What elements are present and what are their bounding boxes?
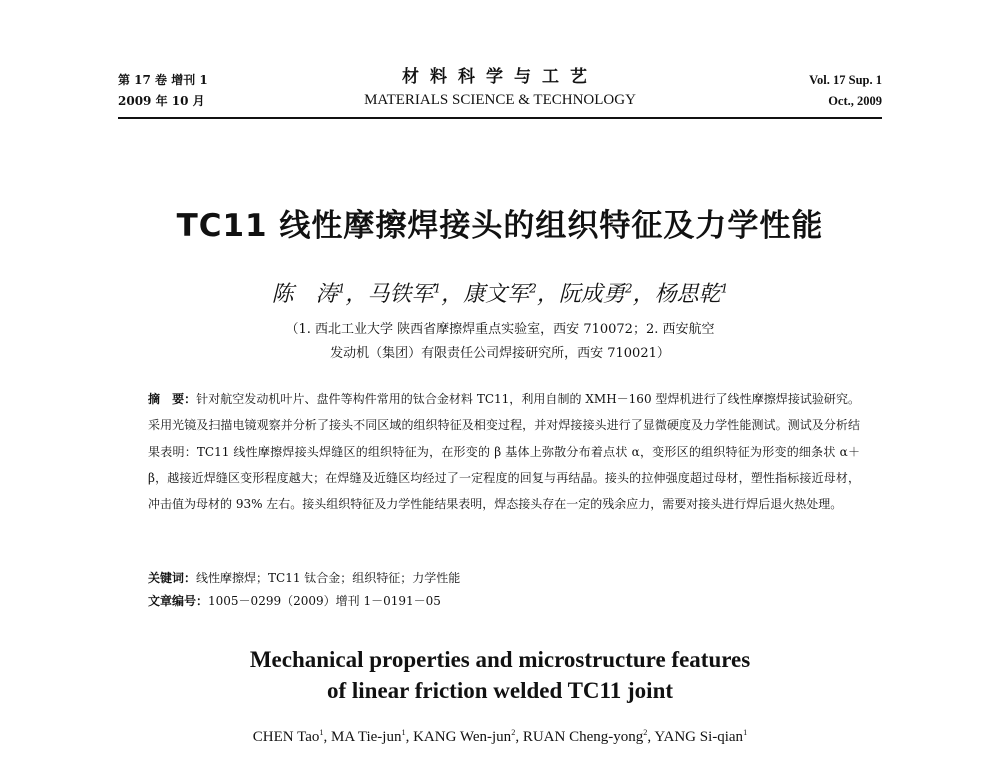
- author-name: KANG Wen-jun: [413, 729, 512, 745]
- author-separator: ,: [515, 729, 523, 745]
- author-affiliation-marker: 1: [319, 728, 324, 737]
- author-affiliation-marker: 2: [511, 728, 516, 737]
- author-name: 阮成勇: [558, 282, 625, 307]
- author-list-en: [100, 729, 900, 746]
- abstract-label: 摘 要：: [148, 392, 197, 406]
- header-journal: [250, 66, 750, 111]
- author-name: 马铁军: [367, 282, 434, 307]
- header-volume-cn: 第 17 卷 增刊 1: [118, 73, 208, 87]
- author-affiliation-marker: 2: [529, 281, 537, 296]
- header-date-en: Oct., 2009: [828, 94, 882, 108]
- author-name: 杨思乾: [654, 282, 721, 307]
- paper-title-cn: TC11 线性摩擦焊接头的组织特征及力学性能: [176, 208, 824, 244]
- author: [253, 729, 324, 745]
- author-separator: ,: [323, 729, 332, 745]
- author: [331, 729, 406, 745]
- paper-title-en: [100, 644, 900, 706]
- paper-title-en-line: Mechanical properties and microstructure features: [249, 647, 751, 672]
- author-affiliation-marker: 1: [337, 281, 346, 296]
- author-name: MA Tie-jun: [331, 729, 402, 745]
- author-affiliation-marker: 1: [720, 281, 729, 296]
- abstract-text: 针对航空发动机叶片、盘件等构件常用的钛合金材料 TC11，利用自制的 XMH－160 型焊机进行了线性摩擦焊接试验研究。采用光镜及扫描电镜观察并分析了接头不同区域的组织特征及相变过程，并对焊接接头进行了显微硬度及力学性能测试。测试及分析结果表明：TC11 线性摩擦焊接头焊缝区的组织特征为，在形变的 β 基体上弥散分布着点状 α，变形区的组织特征为形变的细条状 α＋β，越接近焊缝区变形程度越大；在焊缝及近缝区均经过了一定程度的回复与再结晶。接头的拉伸强度超过母材，塑性指标接近母材，冲击值为母材的 93% 左右。接头组织特征及力学性能结果表明，焊态接头存在一定的残余应力，需要对接头进行焊后退火热处理。: [148, 392, 860, 512]
- author: [367, 282, 441, 307]
- author: [523, 729, 648, 745]
- author-separator: ，: [345, 282, 368, 307]
- author-name: 陈 涛: [271, 282, 338, 307]
- keywords: [148, 566, 860, 590]
- header-volume-en: [809, 70, 882, 112]
- document-number-label: 文章编号：: [148, 594, 209, 608]
- author-separator: ,: [647, 729, 655, 745]
- author-separator: ，: [441, 282, 464, 307]
- author: [559, 282, 633, 307]
- header-volume-issue: [118, 70, 208, 112]
- journal-name-en: MATERIALS SCIENCE & TECHNOLOGY: [364, 92, 636, 108]
- author-separator: ,: [405, 729, 414, 745]
- affiliation-line: 发动机（集团）有限责任公司焊接研究所，西安 710021）: [330, 346, 670, 361]
- author-name: 康文军: [463, 282, 530, 307]
- author-separator: ，: [536, 282, 559, 307]
- affiliations: [200, 318, 800, 366]
- author: [655, 282, 729, 307]
- header-date-cn: 2009 年 10 月: [118, 94, 205, 108]
- author: [413, 729, 515, 745]
- author: [654, 729, 747, 745]
- author: [463, 282, 537, 307]
- author-affiliation-marker: 2: [624, 281, 633, 296]
- document-number-text: 1005－0299（2009）增刊 1－0191－05: [208, 594, 441, 608]
- author-affiliation-marker: 2: [643, 728, 648, 737]
- header-rule: [118, 117, 882, 119]
- author-separator: ，: [632, 282, 655, 307]
- keywords-label: 关键词：: [148, 571, 197, 585]
- abstract: [148, 386, 860, 517]
- author-affiliation-marker: 1: [401, 728, 406, 737]
- author-affiliation-marker: 1: [433, 281, 442, 296]
- author: [272, 282, 346, 307]
- paper-title-en-line: of linear friction welded TC11 joint: [326, 678, 674, 703]
- author-list-cn: [100, 277, 900, 308]
- affiliation-line: （1. 西北工业大学 陕西省摩擦焊重点实验室，西安 710072；2. 西安航空: [285, 322, 715, 337]
- author-name: CHEN Tao: [252, 729, 320, 745]
- journal-name-cn: 材料科学与工艺: [402, 67, 598, 87]
- author-name: RUAN Cheng-yong: [522, 729, 644, 745]
- header-volume-en-text: Vol. 17 Sup. 1: [809, 73, 882, 87]
- keywords-text: 线性摩擦焊；TC11 钛合金；组织特征；力学性能: [196, 571, 461, 585]
- author-affiliation-marker: 1: [743, 728, 748, 737]
- author-name: YANG Si-qian: [654, 729, 744, 745]
- document-number: [148, 589, 860, 613]
